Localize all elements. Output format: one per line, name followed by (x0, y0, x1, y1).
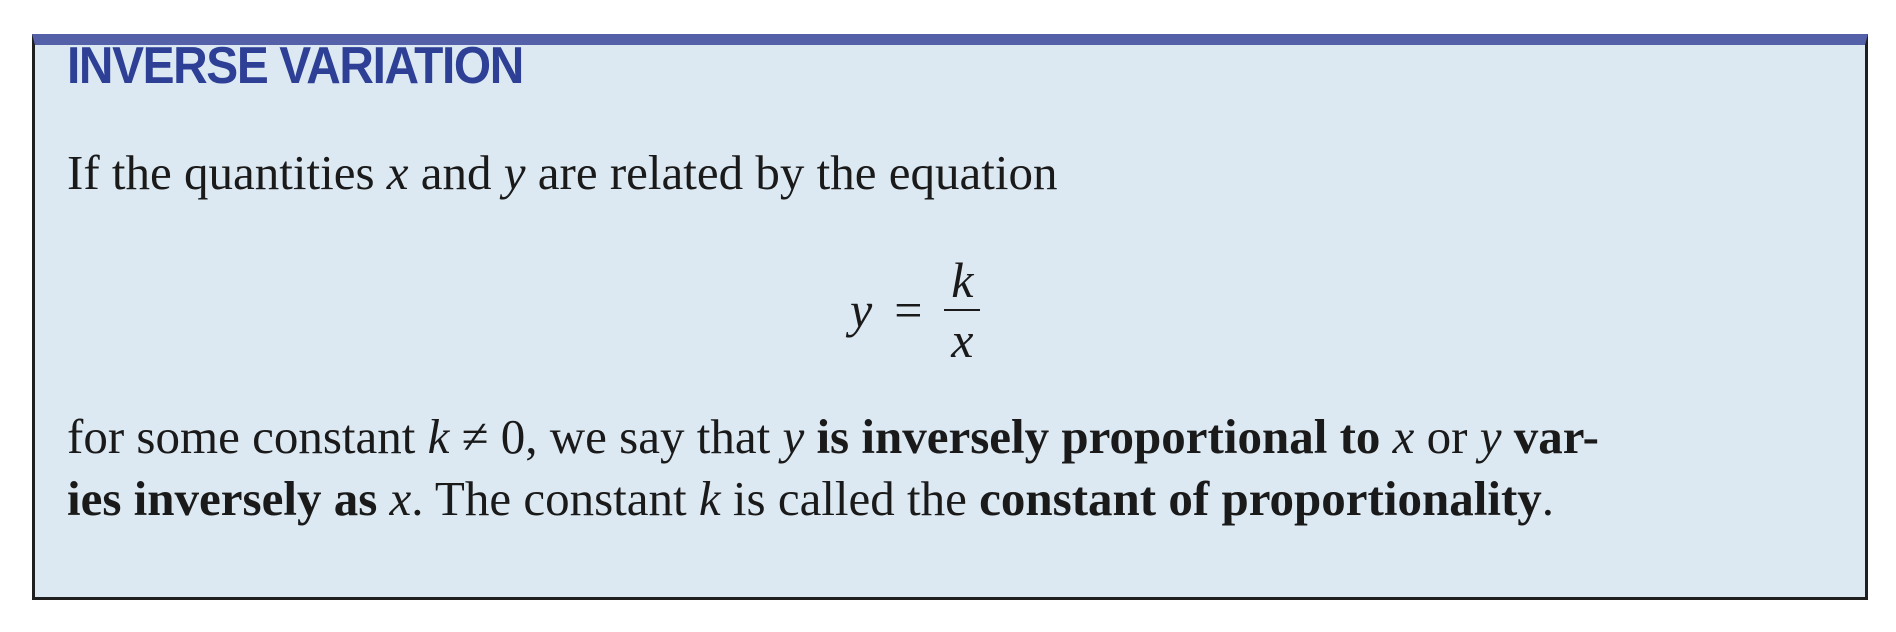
equation-lhs: y (850, 282, 873, 338)
bold-term: var- (1501, 409, 1599, 464)
var-k: k (427, 409, 450, 464)
var-y: y (503, 145, 526, 200)
definition-line-1 (67, 406, 1599, 468)
definition-text-part: ≠ 0, we say that (449, 409, 783, 464)
equation (850, 240, 980, 380)
fraction-denominator: x (951, 312, 974, 368)
box-title: INVERSE VARIATION (67, 37, 523, 95)
equation-equals-sign: = (894, 282, 923, 338)
definition-text-part: for some constant (67, 409, 428, 464)
definition-text-part: is called the (720, 471, 980, 526)
definition-text-part: . The constant (411, 471, 699, 526)
var-x: x (386, 145, 409, 200)
var-k: k (698, 471, 721, 526)
fraction-numerator: k (951, 252, 974, 308)
definition-line-2 (67, 468, 1554, 530)
var-y: y (1479, 409, 1502, 464)
intro-text-part: are related by the equation (525, 145, 1058, 200)
definition-text-part: or (1414, 409, 1480, 464)
bold-term: is inversely proportional to (804, 409, 1393, 464)
definition-text-part: . (1541, 471, 1555, 526)
var-x: x (389, 471, 412, 526)
intro-text (67, 142, 1057, 204)
var-x: x (1392, 409, 1415, 464)
bold-term: constant of proportionality (979, 471, 1542, 526)
intro-text-part: If the quantities (67, 145, 387, 200)
bold-term: ies inversely as (67, 471, 390, 526)
intro-text-part: and (408, 145, 504, 200)
var-y: y (782, 409, 805, 464)
equation-fraction (944, 251, 980, 369)
